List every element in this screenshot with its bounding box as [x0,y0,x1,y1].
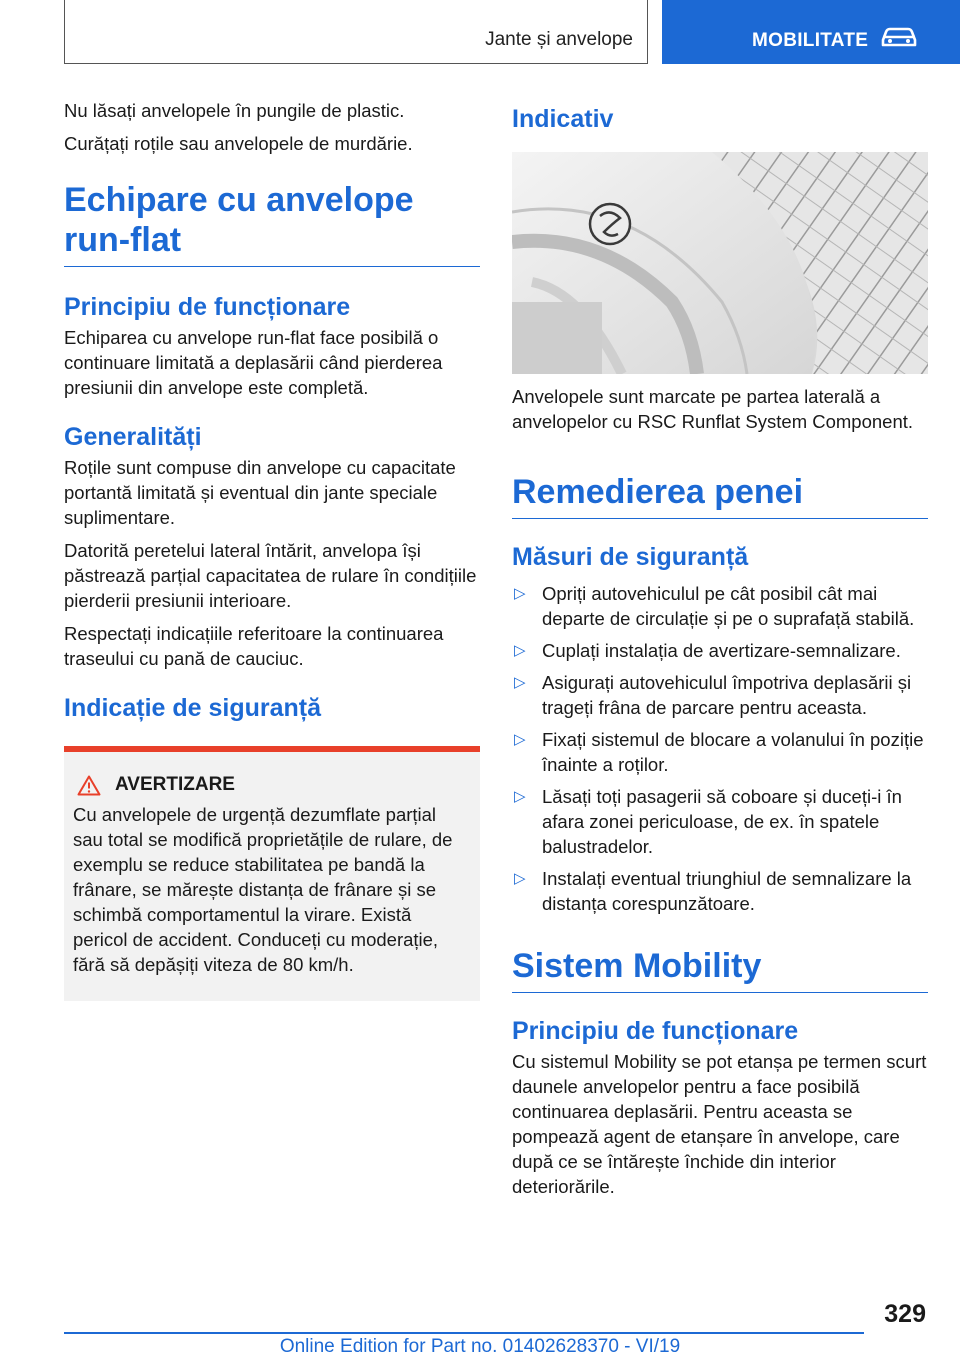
intro-paragraph: Curățați roțile sau anvelopele de murdărie. [64,133,413,154]
safety-measures-list [512,581,928,916]
general-text: Datorită peretelui lateral întărit, anvelopa își păstrează parțial capacitatea de rulare în condițiile pierderii presiunii interioare. [64,540,477,611]
heading-safety-measures: Măsuri de siguranță [512,543,749,571]
list-item: ▷ Lăsați toți pasagerii să coboare și duceți-i în afara zonei periculoase, de ex. în spatele balustradelor. [514,786,902,857]
warning-triangle-icon [77,775,101,796]
warning-header [73,774,470,796]
warning-label: AVERTIZARE [115,774,235,795]
function-principle-text: Echiparea cu anvelope run-flat face posibilă o continuare limitată a deplasării când pierderea presiunii din anvelope este completă. [64,327,443,398]
list-item: ▷ Instalați eventual triunghiul de semnalizare la distanța corespunzătoare. [514,868,912,914]
bullet-triangle-icon: ▷ [514,674,526,691]
page-number: 329 [884,1300,926,1328]
footer-divider [64,1332,864,1334]
bullet-triangle-icon: ▷ [514,870,526,887]
heading-general: Generalități [64,423,202,451]
list-item: ▷ Cuplați instalația de avertizare-semnalizare. [514,640,901,661]
footer-edition: Online Edition for Part no. 01402628370 - VI/19 [279,1336,681,1357]
heading-function-principle: Principiu de funcționare [512,1017,799,1045]
bullet-triangle-icon: ▷ [514,642,526,659]
intro-paragraph: Nu lăsați anvelopele în pungile de plastic. [64,100,405,121]
heading-mobility-system: Sistem Mobility [512,946,928,993]
general-text: Respectați indicațiile referitoare la continuarea traseului cu pană de cauciuc. [64,623,444,669]
heading-puncture-repair: Remedierea penei [512,472,928,519]
list-item: ▷ Fixați sistemul de blocare a volanului în poziție înainte a roților. [514,729,924,775]
bullet-triangle-icon: ▷ [514,731,526,748]
mobility-system-text: Cu sistemul Mobility se pot etanșa pe termen scurt daunele anvelopelor pentru a face posibilă continuarea deplasării. Pentru aceasta se pompează agent de etanșare în anvelope, care după ce se întărește închide din interior deteriorările. [512,1051,927,1197]
right-column [512,98,928,1199]
left-column [64,98,480,1001]
heading-function-principle: Principiu de funcționare [64,293,351,321]
bullet-triangle-icon: ▷ [514,788,526,805]
bullet-triangle-icon: ▷ [514,585,526,602]
run-flat-tire-image [512,152,928,374]
general-text: Roțile sunt compuse din anvelope cu capacitate portantă limitată și eventual din jante speciale suplimentare. [64,457,456,528]
warning-box [64,746,480,1001]
list-item: ▷ Opriți autovehiculul pe cât posibil cât mai departe de circulație și pe o suprafață stabilă. [514,583,915,629]
heading-safety-notice: Indicație de siguranță [64,694,322,722]
header-section-tab [64,0,648,64]
car-icon [880,26,918,48]
heading-marking: Indicativ [512,105,614,133]
warning-text: Cu anvelopele de urgență dezumflate parțial sau total se modifică proprietățile de rulare, de exemplu se reduce stabilitatea pe bandă la frânare, se mărește distanța de frânare și se schimbă comportamentul la virare. Există pericol de accident. Conduceți cu moderație, fără să depășiți viteza de 80 km/h. [73,804,453,975]
list-item: ▷ Asigurați autovehiculul împotriva deplasării și trageți frâna de parcare pentru aceasta. [514,672,912,718]
image-caption: Anvelopele sunt marcate pe partea laterală a anvelopelor cu RSC Runflat System Component. [512,386,914,432]
header-chapter-tab[interactable] [662,0,960,64]
header-chapter-title: MOBILITATE [752,30,869,51]
heading-run-flat: Echipare cu anvelope run-flat [64,180,480,267]
header-section-title: Jante și anvelope [485,29,633,50]
